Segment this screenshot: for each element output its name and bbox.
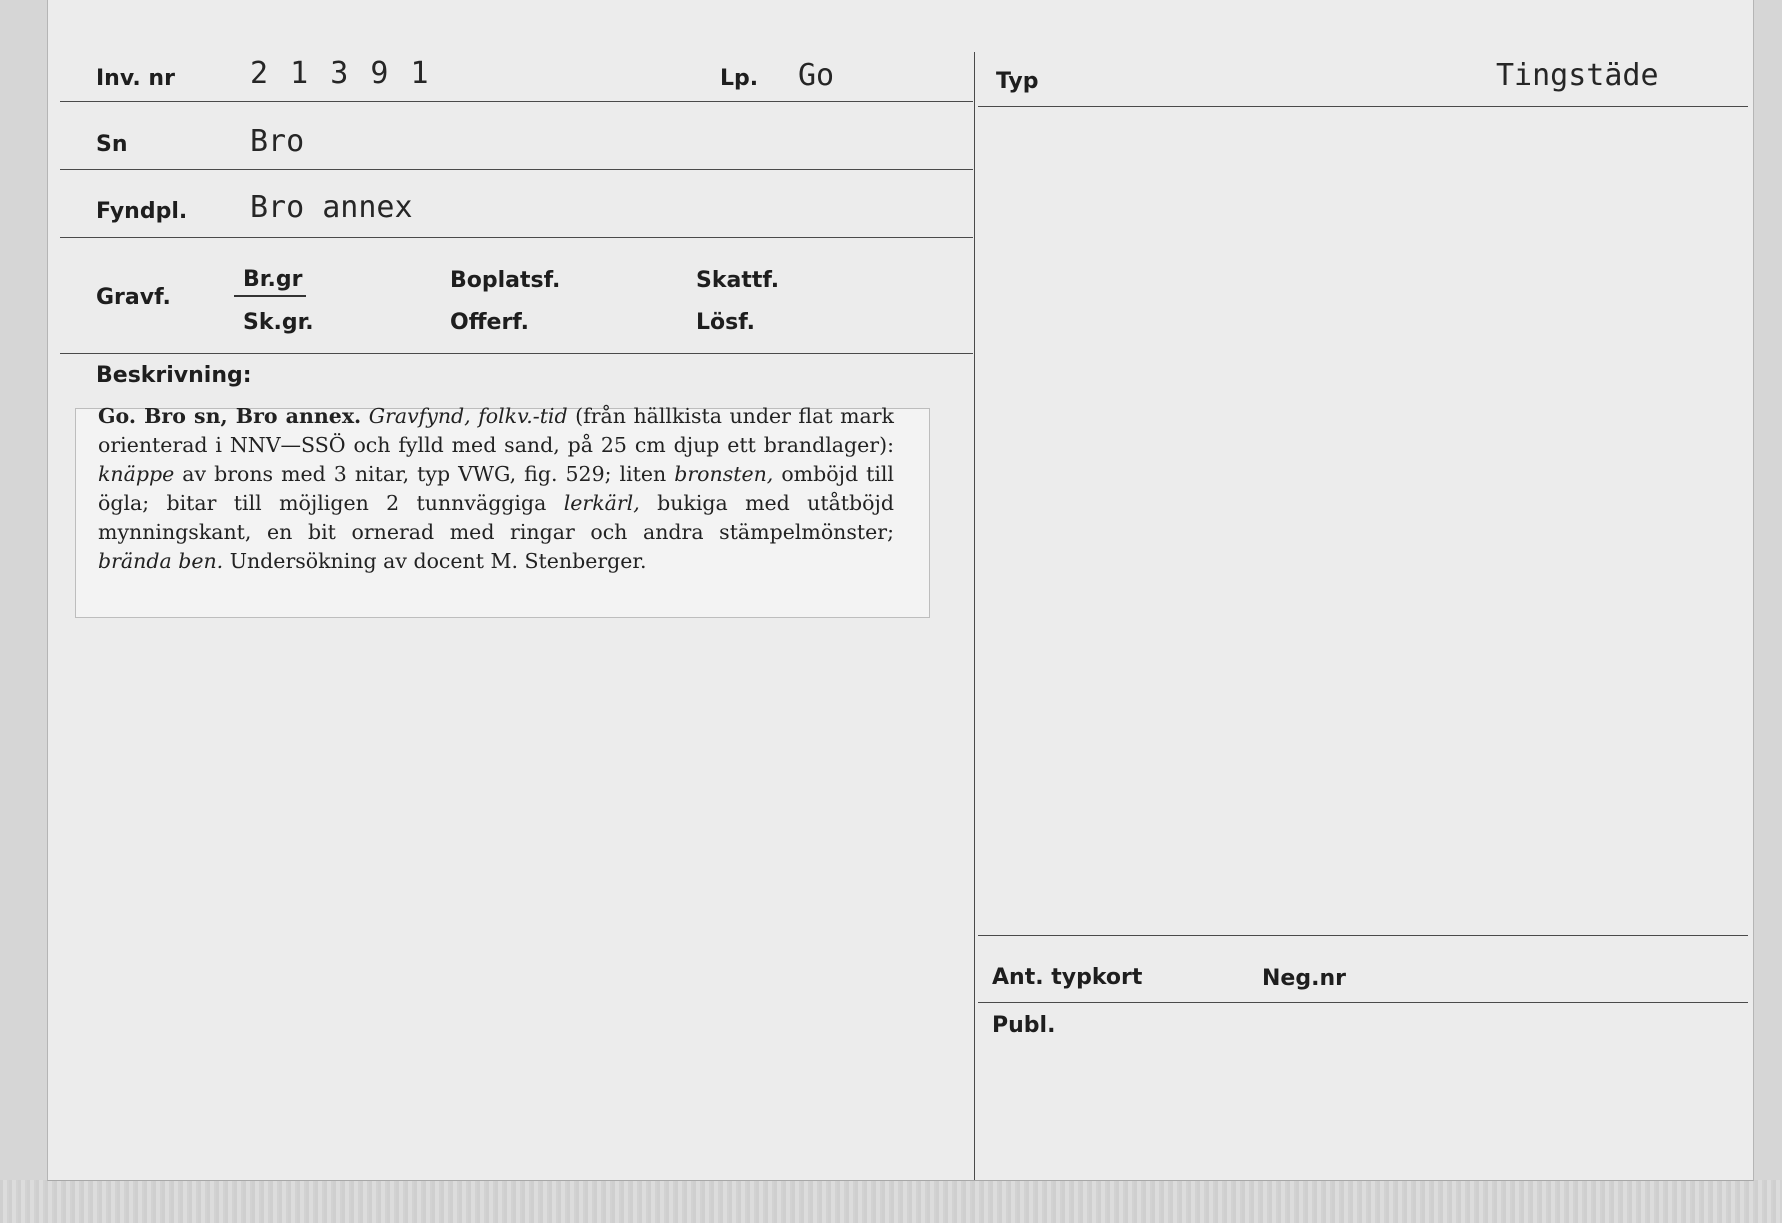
ant-typkort-label: Ant. typkort (992, 965, 1143, 990)
neg-nr-label: Neg.nr (1262, 966, 1346, 991)
losf-label: Lösf. (696, 310, 755, 335)
description-segment: (från hällkista under flat mark orienterad i NNV—SSÖ och fylld med sand, på 25 cm djup ett brandlager): (98, 404, 894, 457)
sn-value: Bro (250, 124, 305, 159)
description-italic: Gravfynd, folkv.-tid (368, 404, 568, 428)
rule-line (978, 106, 1748, 107)
fyndpl-label: Fyndpl. (96, 199, 188, 224)
fyndpl-value: Bro annex (250, 190, 413, 225)
typ-value: Tingstäde (1496, 58, 1659, 93)
rule-line (978, 935, 1748, 936)
sn-label: Sn (96, 132, 128, 157)
rule-line (60, 237, 973, 238)
description-segment: omböjd till ögla; bitar till möjligen 2 tunnväggiga (98, 462, 894, 515)
description-italic: bronsten, (674, 462, 774, 486)
publ-label: Publ. (992, 1013, 1056, 1038)
description-segment: bukiga med utåtböjd mynningskant, en bit ornerad med ringar och andra stämpelmönster; (98, 491, 894, 544)
rule-line (60, 169, 973, 170)
description-italic: knäppe (98, 462, 175, 486)
description-lead: Go. Bro sn, Bro annex. (98, 404, 362, 428)
inv-nr-value: 2 1 3 9 1 (250, 56, 431, 91)
description-italic: lerkärl, (563, 491, 640, 515)
column-divider (974, 52, 975, 1180)
inv-nr-label: Inv. nr (96, 66, 175, 91)
scan-bottom-edge (0, 1180, 1782, 1223)
rule-line (978, 1002, 1748, 1003)
lp-label: Lp. (720, 66, 759, 91)
rule-line (60, 101, 973, 102)
description-space (361, 404, 369, 428)
brgr-label: Br.gr (243, 267, 303, 292)
offerf-label: Offerf. (450, 310, 530, 335)
boplatsf-label: Boplatsf. (450, 268, 561, 293)
description-segment: Undersökning av docent M. Stenberger. (223, 549, 647, 573)
rule-line (60, 353, 973, 354)
skattf-label: Skattf. (696, 268, 780, 293)
description-text (98, 402, 894, 576)
lp-value: Go (798, 58, 835, 93)
gravf-label: Gravf. (96, 285, 171, 310)
description-italic: brända ben. (98, 549, 224, 573)
typ-label: Typ (996, 69, 1039, 94)
description-segment: av brons med 3 nitar, typ VWG, fig. 529; liten (174, 462, 675, 486)
skgr-label: Sk.gr. (243, 310, 314, 335)
brgr-underline (234, 295, 306, 297)
beskrivning-label: Beskrivning: (96, 363, 252, 388)
